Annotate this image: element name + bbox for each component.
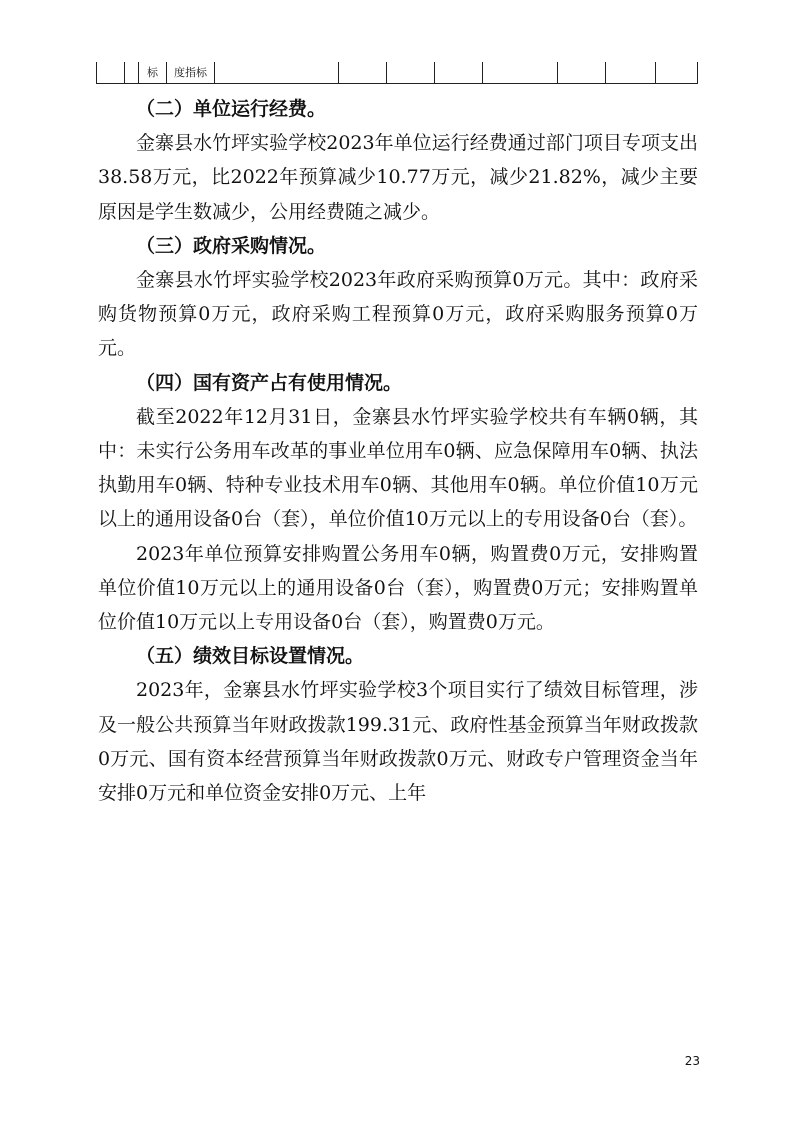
- table-cell: [125, 62, 139, 84]
- table-cell: [656, 62, 698, 84]
- table-cell: [558, 62, 606, 84]
- paragraph: 金寨县水竹坪实验学校2023年单位运行经费通过部门项目专项支出38.58万元，比2022年预算减少10.77万元，减少21.82%，减少主要原因是学生数减少，公用经费随之减少。: [98, 132, 698, 223]
- paragraph: 2023年单位预算安排购置公务用车0辆，购置费0万元，安排购置单位价值10万元以上的通用设备0台（套），购置费0万元；安排购置单位价值10万元以上专用设备0台（套），购置费0万元。: [98, 542, 698, 634]
- paragraph: 截至2022年12月31日，金寨县水竹坪实验学校共有车辆0辆，其中：未实行公务用车改革的事业单位用车0辆、应急保障用车0辆、执法执勤用车0辆、特种专业技术用车0辆、其他用车0辆。单位价值10万元以上的通用设备0台（套），单位价值10万元以上的专用设备0台（套）。: [98, 405, 698, 531]
- section-operating-expenses: [98, 92, 698, 229]
- section-heading: （三）政府采购情况。: [136, 234, 327, 257]
- section-state-assets: [98, 366, 698, 640]
- section-government-procurement: [98, 229, 698, 366]
- table-cell: [435, 62, 483, 84]
- table-cell: 标: [139, 62, 167, 84]
- section-heading: （二）单位运行经费。: [136, 98, 327, 120]
- table-cell: 度指标: [167, 62, 215, 84]
- table-cell: [483, 62, 558, 84]
- paragraph: 2023年，金寨县水竹坪实验学校3个项目实行了绩效目标管理，涉及一般公共预算当年财政拨款199.31元、政府性基金预算当年财政拨款0万元、国有资本经营预算当年财政拨款0万元、财政专户管理资金当年安排0万元和单位资金安排0万元、上年: [98, 679, 698, 805]
- paragraph: 金寨县水竹坪实验学校2023年政府采购预算0万元。其中：政府采购货物预算0万元，政府采购工程预算0万元，政府采购服务预算0万元。: [98, 269, 698, 360]
- section-heading: （五）绩效目标设置情况。: [136, 645, 365, 668]
- table-cell: [387, 62, 435, 84]
- table-cell: [339, 62, 387, 84]
- section-heading: （四）国有资产占有使用情况。: [136, 371, 403, 394]
- table-cell: [215, 62, 339, 84]
- table-row: [97, 62, 698, 84]
- page-number: 23: [684, 1054, 700, 1068]
- section-performance-targets: [98, 639, 698, 810]
- table-cell: [606, 62, 656, 84]
- table-cell: [97, 62, 125, 84]
- table-fragment: [96, 62, 698, 84]
- document-body: [98, 92, 698, 810]
